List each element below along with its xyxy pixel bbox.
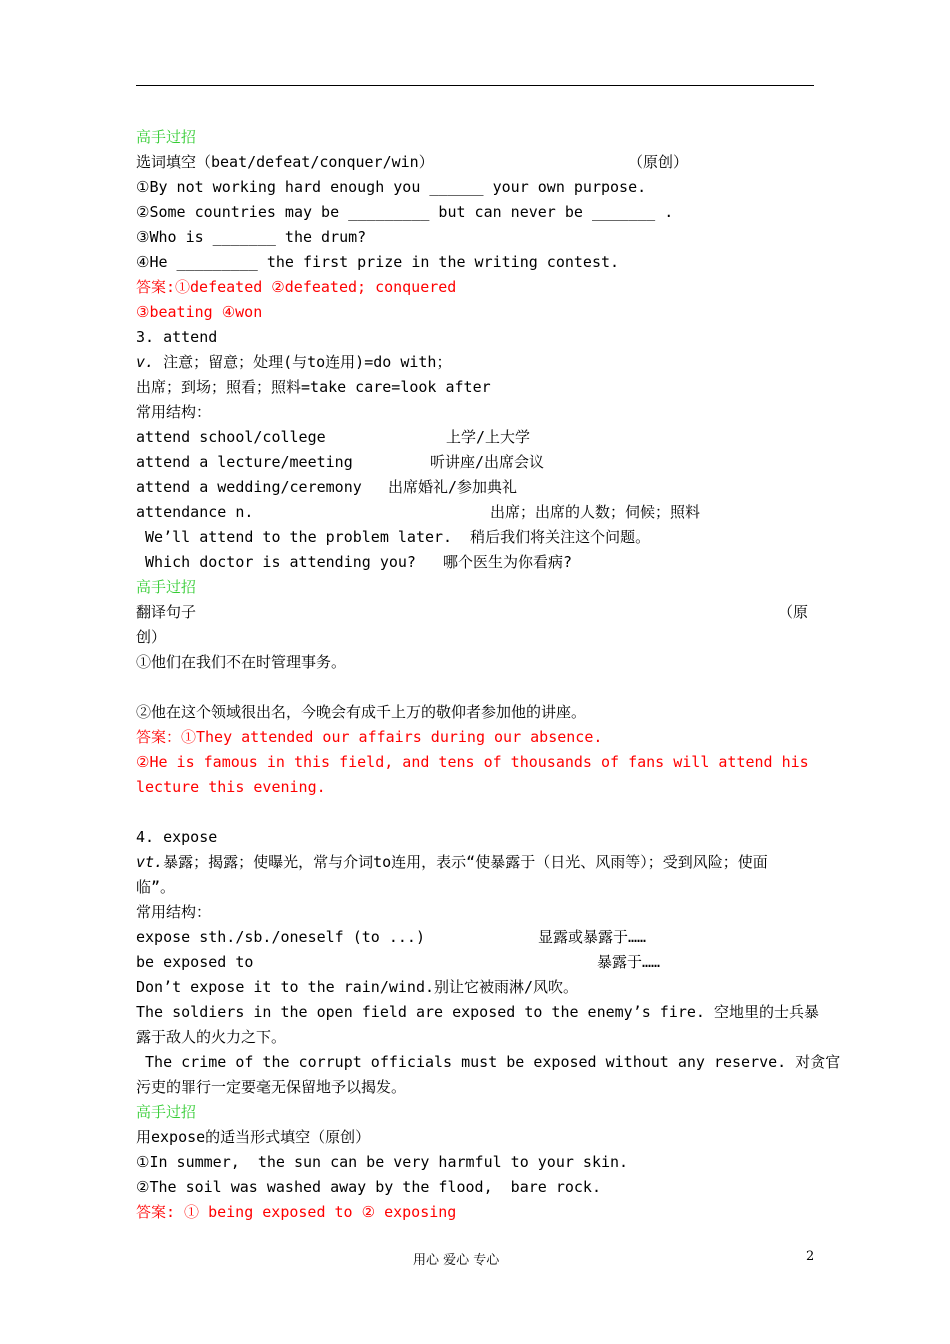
- definition-2: 出席；到场；照看；照料=take care=look after: [136, 378, 491, 396]
- definition-1: [136, 852, 768, 872]
- structure-phrase: attendance n.: [136, 503, 254, 521]
- section-heading: 高手过招: [136, 128, 197, 146]
- definition-text: 注意；留意；处理(与to连用)=do with；: [154, 353, 452, 371]
- translation-item-1: ①他们在我们不在时管理事务。: [136, 653, 347, 671]
- part-of-speech: v.: [136, 353, 155, 371]
- source-note-cont: 创）: [136, 628, 167, 646]
- question-1: ①By not working hard enough you ______ your own purpose.: [136, 178, 647, 196]
- structure-phrase: be exposed to: [136, 953, 254, 971]
- section-heading: 高手过招: [136, 1103, 197, 1121]
- exercise-instruction: 用expose的适当形式填空（原创）: [136, 1128, 371, 1146]
- structure-phrase: expose sth./sb./oneself (to ...): [136, 928, 425, 946]
- question-4: ④He _________ the first prize in the writing contest.: [136, 253, 620, 271]
- translation-item-2: ②他在这个领域很出名，今晚会有成千上万的敬仰者参加他的讲座。: [136, 703, 587, 721]
- structure-meaning: 暴露于……: [597, 953, 661, 971]
- part-of-speech: vt.: [136, 853, 164, 871]
- question-3: ③Who is _______ the drum?: [136, 228, 367, 246]
- structure-phrase: attend a lecture/meeting: [136, 453, 353, 471]
- question-1: ①In summer, the sun can be very harmful to your skin.: [136, 1153, 629, 1171]
- exercise-instruction: 翻译句子: [136, 603, 197, 621]
- structure-phrase: attend school/college: [136, 428, 326, 446]
- answer-line-1: 答案：①They attended our affairs during our absence.: [136, 728, 603, 746]
- example-sentence: The crime of the corrupt officials must be exposed without any reserve. 对贪官: [136, 1053, 841, 1071]
- example-sentence-cont: 污吏的罪行一定要毫无保留地予以揭发。: [136, 1078, 407, 1096]
- header-rule: [136, 85, 814, 86]
- definition-1: [136, 352, 451, 372]
- example-sentence-cont: 露于敌人的火力之下。: [136, 1028, 287, 1046]
- structure-phrase: attend a wedding/ceremony: [136, 478, 362, 496]
- entry-title: 4. expose: [136, 828, 218, 846]
- question-2: ②Some countries may be _________ but can never be _______ .: [136, 203, 674, 221]
- structure-meaning: 上学/上大学: [446, 428, 531, 446]
- structure-label: 常用结构：: [136, 903, 212, 921]
- footer-motto: 用心 爱心 专心: [413, 1253, 500, 1268]
- entry-title: 3. attend: [136, 328, 218, 346]
- source-note: （原: [778, 603, 809, 621]
- source-note: （原创）: [628, 153, 689, 171]
- definition-cont: 临”。: [136, 878, 176, 896]
- section-heading: 高手过招: [136, 578, 197, 596]
- structure-meaning: 显露或暴露于……: [538, 928, 647, 946]
- answer-line-3: lecture this evening.: [136, 778, 326, 796]
- definition-text: 暴露；揭露；使曝光，常与介词to连用，表示“使暴露于（日光、风雨等）；受到风险；使面: [163, 853, 768, 871]
- question-2: ②The soil was washed away by the flood, bare rock.: [136, 1178, 601, 1196]
- structure-meaning: 出席；出席的人数；伺候；照料: [490, 503, 701, 521]
- page-number: 2: [806, 1249, 815, 1264]
- example-sentence: Don’t expose it to the rain/wind.别让它被雨淋/风吹。: [136, 978, 579, 996]
- answer-line-1: 答案:①defeated ②defeated; conquered: [136, 278, 457, 296]
- answer-line-2: ②He is famous in this field, and tens of thousands of fans will attend his: [136, 753, 809, 771]
- structure-meaning: 听讲座/出席会议: [430, 453, 545, 471]
- exercise-instruction: 选词填空（beat/defeat/conquer/win）: [136, 153, 434, 171]
- example-sentence: Which doctor is attending you? 哪个医生为你看病?: [136, 553, 573, 571]
- answer-line: 答案: ① being exposed to ② exposing: [136, 1203, 457, 1221]
- example-sentence: The soldiers in the open field are exposed to the enemy’s fire. 空地里的士兵暴: [136, 1003, 819, 1021]
- structure-meaning: 出席婚礼/参加典礼: [388, 478, 518, 496]
- answer-line-2: ③beating ④won: [136, 303, 263, 321]
- structure-label: 常用结构：: [136, 403, 212, 421]
- example-sentence: We’ll attend to the problem later. 稍后我们将关注这个问题。: [136, 528, 651, 546]
